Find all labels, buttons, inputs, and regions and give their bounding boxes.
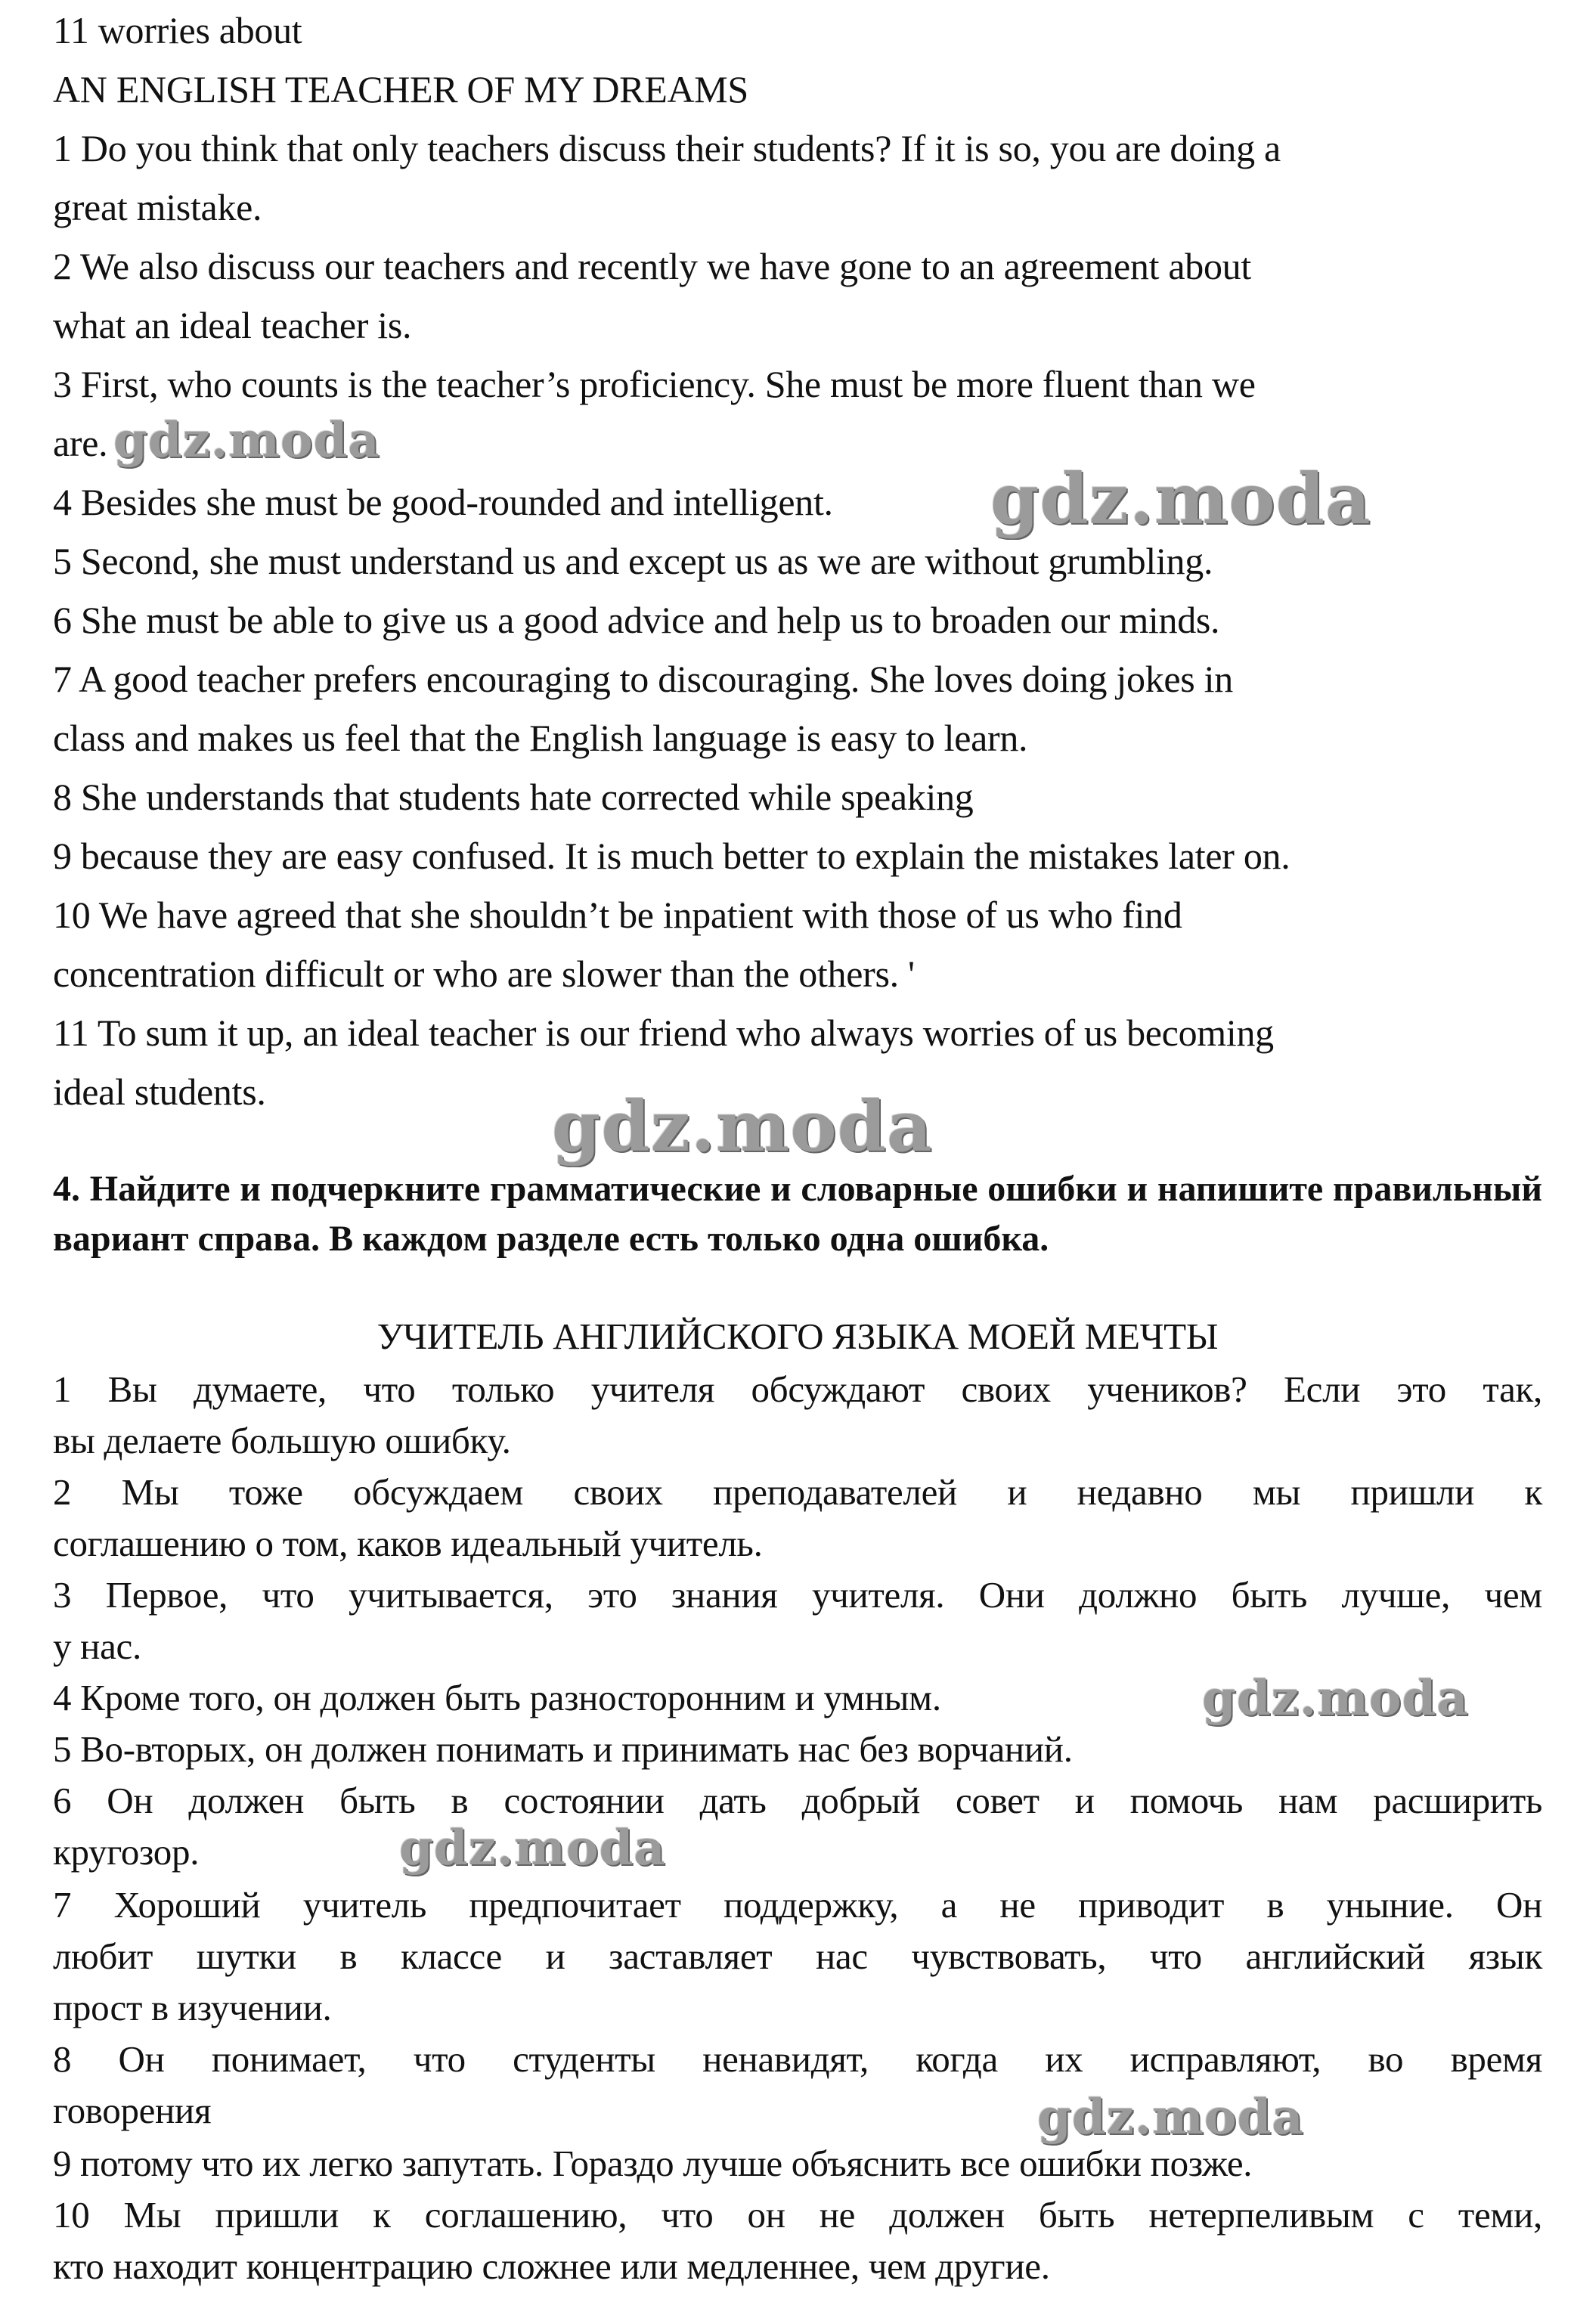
english-line: 8 She understands that students hate corrected while speaking: [53, 776, 974, 818]
russian-line: 3 Первое, что учитывается, это знания учителя. Они должно быть лучше, чем: [53, 1574, 1542, 1616]
russian-line: 2 Мы тоже обсуждаем своих преподавателей и недавно мы пришли к: [53, 1471, 1542, 1513]
russian-line: 9 потому что их легко запутать. Гораздо лучше объяснить все ошибки позже.: [53, 2143, 1253, 2184]
russian-line: 1 Вы думаете, что только учителя обсуждают своих учеников? Если это так,: [53, 1368, 1542, 1410]
russian-line: 5 Во-вторых, он должен понимать и принимать нас без ворчаний.: [53, 1728, 1073, 1770]
russian-line: любит шутки в классе и заставляет нас чувствовать, что английский язык: [53, 1935, 1542, 1977]
english-line: 1 Do you think that only teachers discuss their students? If it is so, you are doing a: [53, 127, 1281, 169]
english-line: 5 Second, she must understand us and except us as we are without grumbling.: [53, 540, 1213, 582]
english-line: 6 She must be able to give us a good advice and help us to broaden our minds.: [53, 599, 1220, 641]
english-line: class and makes us feel that the English language is easy to learn.: [53, 717, 1028, 759]
english-line: 9 because they are easy confused. It is much better to explain the mistakes later on.: [53, 835, 1290, 877]
watermark: gdz.moda: [1037, 2089, 1304, 2146]
english-line: 4 Besides she must be good-rounded and intelligent.: [53, 481, 833, 523]
english-line: ideal students.: [53, 1071, 266, 1113]
russian-line: 4 Кроме того, он должен быть разносторонним и умным.: [53, 1677, 941, 1718]
russian-line: вы делаете большую ошибку.: [53, 1420, 511, 1461]
english-line: 11 To sum it up, an ideal teacher is our friend who always worries of us becoming: [53, 1012, 1274, 1054]
english-line: great mistake.: [53, 186, 262, 228]
russian-line: говорения: [53, 2090, 212, 2131]
russian-line: 10 Мы пришли к соглашению, что он не должен быть нетерпеливым с теми,: [53, 2194, 1542, 2236]
russian-line: кругозор.: [53, 1831, 200, 1873]
russian-line: 7 Хороший учитель предпочитает поддержку, а не приводит в уныние. Он: [53, 1884, 1542, 1926]
english-line: what an ideal teacher is.: [53, 304, 412, 346]
watermark: gdz.moda: [552, 1086, 933, 1167]
english-line: 7 A good teacher prefers encouraging to discouraging. She loves doing jokes in: [53, 658, 1233, 700]
russian-line: соглашению о том, каков идеальный учитель.: [53, 1523, 763, 1564]
english-line: 2 We also discuss our teachers and recently we have gone to an agreement about: [53, 245, 1251, 287]
english-line: concentration difficult or who are slower than the others. ': [53, 953, 915, 995]
watermark: gdz.moda: [990, 458, 1371, 540]
russian-line: кто находит концентрацию сложнее или медленнее, чем другие.: [53, 2245, 1050, 2287]
watermark: gdz.moda: [113, 412, 380, 469]
russian-title: УЧИТЕЛЬ АНГЛИЙСКОГО ЯЗЫКА МОЕЙ МЕЧТЫ: [376, 1315, 1219, 1357]
watermark: gdz.moda: [399, 1820, 666, 1876]
english-line: 3 First, who counts is the teacher’s proficiency. She must be more fluent than we: [53, 363, 1256, 405]
watermark: gdz.moda: [1202, 1670, 1469, 1727]
english-title: AN ENGLISH TEACHER OF MY DREAMS: [53, 68, 748, 110]
english-line: 10 We have agreed that she shouldn’t be inpatient with those of us who find: [53, 894, 1182, 936]
english-line-top: 11 worries about: [53, 9, 302, 51]
task-heading: 4. Найдите и подчеркните грамматические и словарные ошибки и напишите правильный вариант справа. В каждом разделе есть только одна ошибка.: [53, 1169, 1542, 1259]
russian-line: 6 Он должен быть в состоянии дать добрый совет и помочь нам расширить: [53, 1780, 1542, 1821]
russian-line: 8 Он понимает, что студенты ненавидят, когда их исправляют, во время: [53, 2038, 1542, 2080]
russian-line: у нас.: [53, 1625, 141, 1667]
english-line: are.: [53, 422, 108, 464]
russian-line: прост в изучении.: [53, 1987, 332, 2028]
